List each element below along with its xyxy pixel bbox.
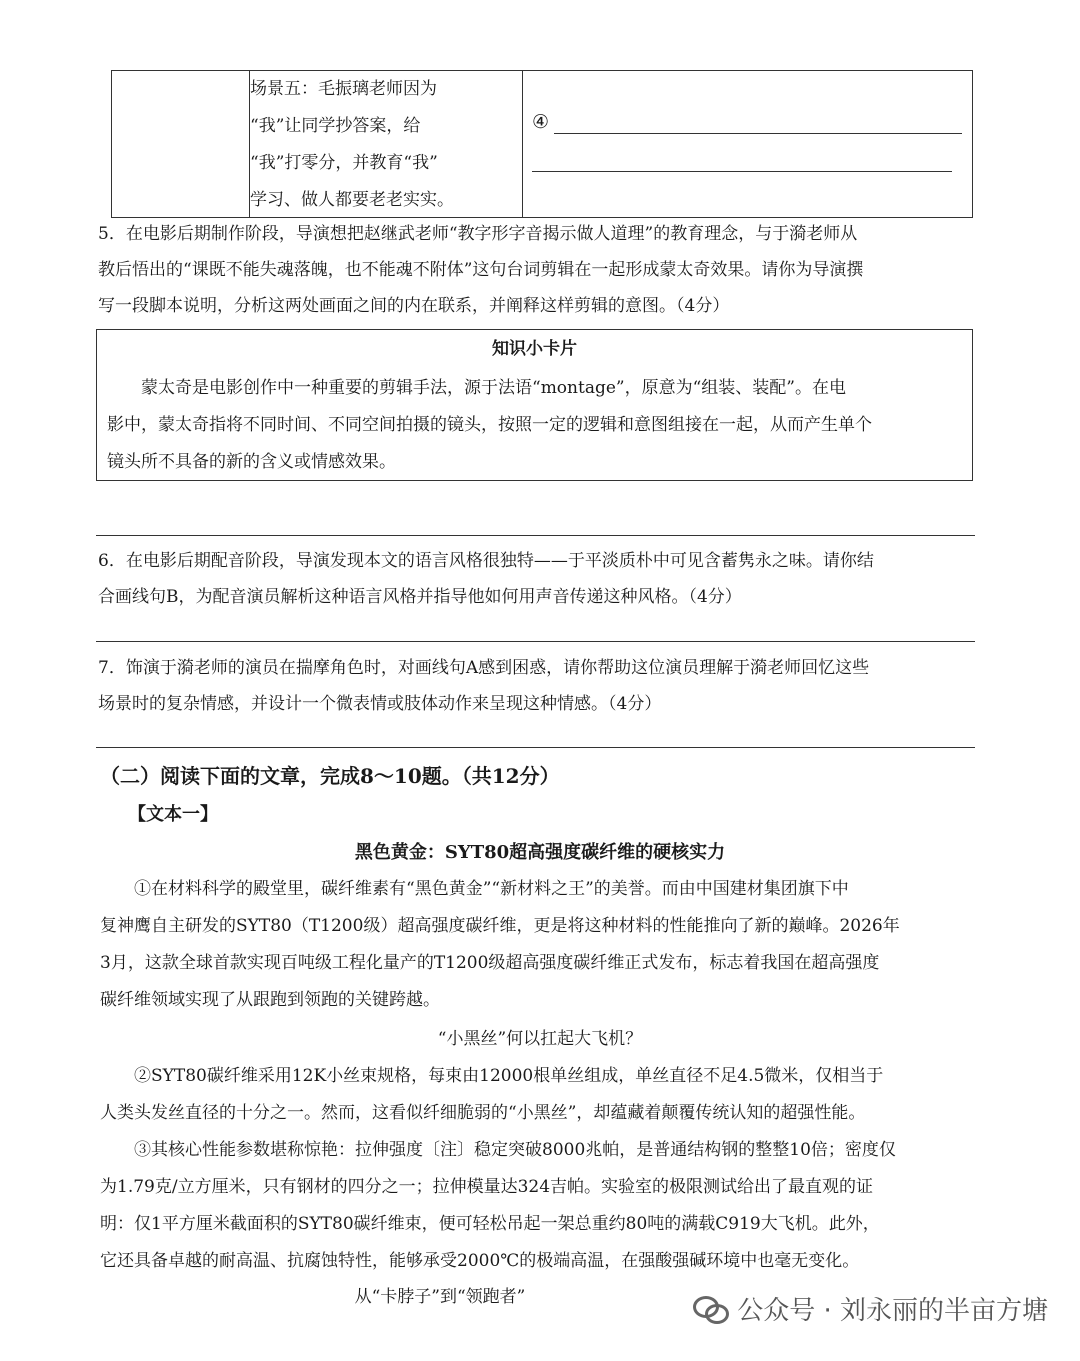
p1-line: 3月，这款全球首款实现百吨级工程化量产的T1200级超高强度碳纤维正式发布，标志着我国在超高强度: [100, 953, 880, 973]
card-body: [107, 370, 872, 481]
answer-blank-2[interactable]: [532, 171, 952, 172]
section-heading: （二）阅读下面的文章，完成8～10题。（共12分）: [100, 764, 560, 788]
scene-line: “我”打零分，并教育“我”: [250, 153, 438, 173]
q5-line: 写一段脚本说明，分析这两处画面之间的内在联系，并阐释这样剪辑的意图。（4分）: [98, 296, 730, 316]
table-divider-right: [522, 71, 523, 217]
q5-line: 5．在电影后期制作阶段，导演想把赵继武老师“教字形字音揭示做人道理”的教育理念，与于漪老师从: [98, 224, 858, 244]
subheading-1: “小黑丝”何以扛起大飞机？: [437, 1029, 643, 1049]
article-paragraph-1: [100, 871, 985, 1019]
text-one-tag: 【文本一】: [128, 804, 218, 825]
card-line: 镜头所不具备的新的含义或情感效果。: [107, 452, 396, 472]
knowledge-card: [96, 329, 973, 481]
p2-line: 人类头发丝直径的十分之一。然而，这看似纤细脆弱的“小黑丝”，却蕴藏着颠覆传统认知的超强性能。: [100, 1103, 866, 1123]
wechat-watermark: [693, 1290, 1048, 1327]
scene-five-cell: [250, 71, 510, 219]
answer-line-q7[interactable]: [96, 747, 975, 748]
p3-line: 明：仅1平方厘米截面积的SYT80碳纤维束，便可轻松吊起一架总重约80吨的满载C919大飞机。此外，: [100, 1214, 880, 1234]
answer-blank-1[interactable]: [554, 133, 962, 134]
p3-line: ③其核心性能参数堪称惊艳：拉伸强度〔注〕稳定突破8000兆帕，是普通结构钢的整整10倍；密度仅: [100, 1140, 896, 1160]
article-title: 黑色黄金：SYT80超高强度碳纤维的硬核实力: [354, 842, 726, 863]
answer-line-q5[interactable]: [96, 535, 975, 536]
q7-line: 7．饰演于漪老师的演员在揣摩角色时，对画线句A感到困惑，请你帮助这位演员理解于漪老师回忆这些: [98, 658, 870, 678]
scene-line: 场景五：毛振璃老师因为: [250, 79, 437, 99]
card-line: 影中，蒙太奇指将不同时间、不同空间拍摄的镜头，按照一定的逻辑和意图组接在一起，从而产生单个: [107, 415, 872, 435]
scene-table: [111, 70, 973, 218]
answer-marker: ④: [532, 111, 550, 133]
wechat-icon: [693, 1294, 729, 1324]
q7-line: 场景时的复杂情感，并设计一个微表情或肢体动作来呈现这种情感。（4分）: [98, 694, 662, 714]
q5-line: 教后悟出的“课既不能失魂落魄，也不能魂不附体”这句台词剪辑在一起形成蒙太奇效果。请你为导演撰: [98, 260, 864, 280]
p1-line: 碳纤维领域实现了从跟跑到领跑的关键跨越。: [100, 990, 440, 1010]
scene-line: 学习、做人都要老老实实。: [250, 190, 454, 210]
question-7: [98, 650, 978, 722]
article-paragraph-2: [100, 1058, 985, 1132]
watermark-text: 公众号 · 刘永丽的半亩方塘: [737, 1296, 1048, 1326]
question-6: [98, 543, 978, 615]
card-title: 知识小卡片: [492, 339, 577, 359]
scene-line: “我”让同学抄答案，给: [250, 116, 421, 136]
p1-line: 复神鹰自主研发的SYT80（T1200级）超高强度碳纤维，更是将这种材料的性能推向了新的巅峰。2026年: [100, 916, 900, 936]
p1-line: ①在材料科学的殿堂里，碳纤维素有“黑色黄金”“新材料之王”的美誉。而由中国建材集团旗下中: [100, 879, 849, 899]
card-line: 蒙太奇是电影创作中一种重要的剪辑手法，源于法语“montage”，原意为“组装、装配”。在电: [107, 378, 846, 398]
p3-line: 它还具备卓越的耐高温、抗腐蚀特性，能够承受2000℃的极端高温，在强酸强碱环境中也毫无变化。: [100, 1251, 860, 1271]
question-5: [98, 216, 978, 324]
answer-line-q6[interactable]: [96, 641, 975, 642]
q6-line: 合画线句B，为配音演员解析这种语言风格并指导他如何用声音传递这种风格。（4分）: [98, 587, 742, 607]
p3-line: 为1.79克/立方厘米，只有钢材的四分之一；拉伸模量达324吉帕。实验室的极限测试给出了最直观的证: [100, 1177, 874, 1197]
article-paragraph-3: [100, 1132, 985, 1280]
p2-line: ②SYT80碳纤维采用12K小丝束规格，每束由12000根单丝组成，单丝直径不足4.5微米，仅相当于: [100, 1066, 884, 1086]
subheading-2: 从“卡脖子”到“领跑者”: [354, 1287, 526, 1307]
q6-line: 6．在电影后期配音阶段，导演发现本文的语言风格很独特——于平淡质朴中可见含蓄隽永之味。请你结: [98, 551, 874, 571]
